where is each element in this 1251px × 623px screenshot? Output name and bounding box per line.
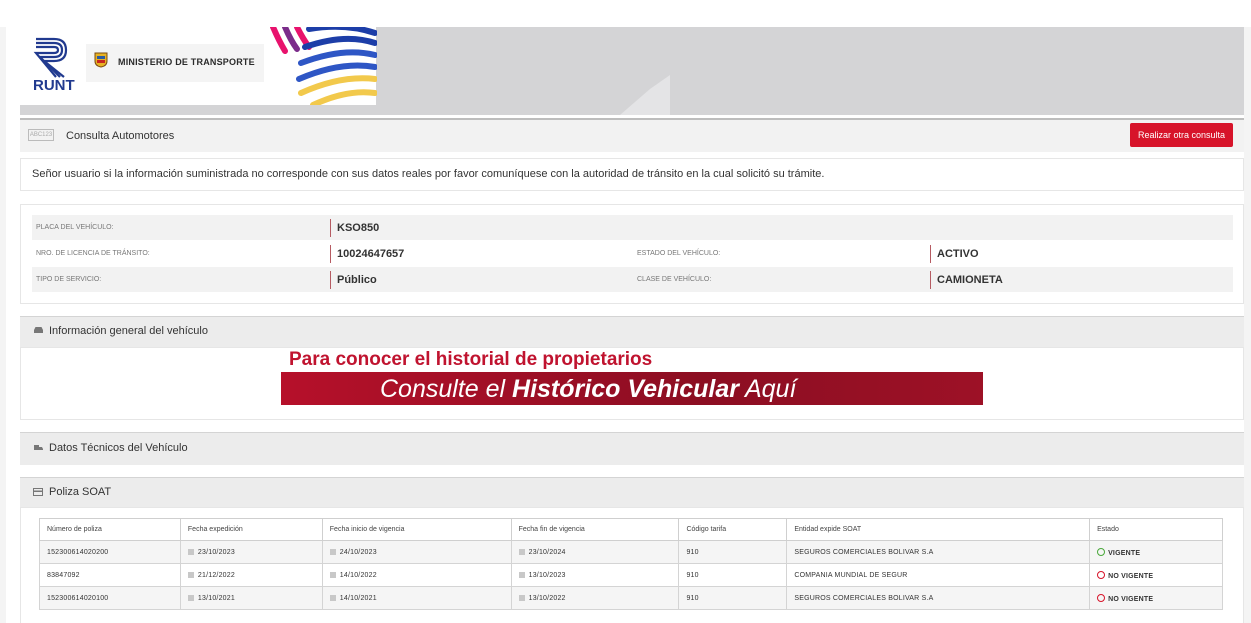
historial-link-text[interactable]: [380, 375, 796, 404]
consulta-header: [20, 118, 1244, 152]
x-circle-icon: [1097, 594, 1105, 602]
historial-link-bold: Histórico Vehicular: [512, 375, 739, 403]
historial-title: Para conocer el historial de propietarios: [289, 349, 653, 370]
servicio-value: Público: [337, 274, 377, 286]
soat-table: [39, 518, 1223, 610]
col-entidad: Entidad expide SOAT: [787, 519, 1090, 541]
summary-row-servicio: [32, 267, 1233, 292]
licencia-label: NRO. DE LICENCIA DE TRÁNSITO:: [36, 250, 150, 257]
section-info-general-title: Información general del vehículo: [49, 325, 208, 337]
entidad: COMPANIA MUNDIAL DE SEGUR: [787, 564, 1090, 587]
poliza-number: 152300614020100: [40, 587, 181, 610]
consulta-title: Consulta Automotores: [66, 130, 175, 142]
section-soat-title: Poliza SOAT: [49, 486, 112, 498]
historial-link-pre: Consulte el: [380, 375, 513, 403]
poliza-number: 83847092: [40, 564, 181, 587]
table-row: [40, 541, 1223, 564]
codigo-tarifa: 910: [679, 564, 787, 587]
divider: [330, 271, 331, 289]
codigo-tarifa: 910: [679, 587, 787, 610]
notice-text: Señor usuario si la información suministrada no corresponde con sus datos reales por favor comuníquese con la autoridad de tránsito en la cual solicitó su trámite.: [32, 168, 825, 180]
calendar-icon: [188, 549, 194, 555]
placa-label: PLACA DEL VEHÍCULO:: [36, 224, 114, 231]
table-row: [40, 587, 1223, 610]
left-gutter: [0, 27, 6, 623]
x-circle-icon: [1097, 571, 1105, 579]
calendar-icon: [188, 595, 194, 601]
col-expedicion: Fecha expedición: [180, 519, 322, 541]
estado: [1090, 564, 1223, 587]
fecha-fin-value: 13/10/2023: [528, 571, 566, 579]
fecha-fin: [511, 541, 679, 564]
calendar-icon: [519, 549, 525, 555]
divider: [930, 271, 931, 289]
fecha-inicio: [322, 541, 511, 564]
col-numero: Número de poliza: [40, 519, 181, 541]
divider: [330, 219, 331, 237]
section-datos-tecnicos[interactable]: [20, 432, 1244, 465]
entidad: SEGUROS COMERCIALES BOLIVAR S.A: [787, 587, 1090, 610]
fecha-fin: [511, 564, 679, 587]
truck-icon: [33, 443, 44, 452]
table-row: [40, 564, 1223, 587]
section-datos-tecnicos-title: Datos Técnicos del Vehículo: [49, 442, 188, 454]
fecha-inicio: [322, 564, 511, 587]
fecha-expedicion: [180, 541, 322, 564]
divider: [330, 245, 331, 263]
right-gutter: [1244, 27, 1251, 623]
fecha-expedicion-value: 23/10/2023: [197, 548, 235, 556]
col-estado: Estado: [1090, 519, 1223, 541]
banner-decoration: [620, 75, 670, 115]
fecha-fin-value: 13/10/2022: [528, 594, 566, 602]
card-icon: [33, 488, 43, 496]
estado-value: VIGENTE: [1108, 549, 1141, 557]
servicio-label: TIPO DE SERVICIO:: [36, 276, 102, 283]
clase-value: CAMIONETA: [937, 274, 1003, 286]
summary-row-licencia: [32, 241, 1233, 266]
calendar-icon: [330, 595, 336, 601]
calendar-icon: [519, 595, 525, 601]
estado-label: ESTADO DEL VEHÍCULO:: [637, 250, 721, 257]
fecha-inicio-value: 14/10/2022: [339, 571, 377, 579]
fecha-fin-value: 23/10/2024: [528, 548, 566, 556]
estado-value: NO VIGENTE: [1108, 595, 1154, 603]
banner-ribbon-graphic: [265, 27, 377, 105]
license-plate-icon: ABC123: [28, 129, 54, 141]
fecha-expedicion: [180, 587, 322, 610]
fecha-expedicion-value: 21/12/2022: [197, 571, 235, 579]
col-fin: Fecha fin de vigencia: [511, 519, 679, 541]
calendar-icon: [188, 572, 194, 578]
check-circle-icon: [1097, 548, 1105, 556]
placa-value: KSO850: [337, 222, 380, 234]
fecha-inicio-value: 24/10/2023: [339, 548, 377, 556]
col-inicio: Fecha inicio de vigencia: [322, 519, 511, 541]
runt-logo-text: RUNT: [33, 77, 75, 94]
divider: [930, 245, 931, 263]
fecha-expedicion: [180, 564, 322, 587]
estado: [1090, 541, 1223, 564]
entidad: SEGUROS COMERCIALES BOLIVAR S.A: [787, 541, 1090, 564]
estado-value: NO VIGENTE: [1108, 572, 1154, 580]
colombia-shield-icon: [94, 52, 108, 68]
car-icon: [33, 326, 44, 334]
col-tarifa: Código tarifa: [679, 519, 787, 541]
fecha-fin: [511, 587, 679, 610]
summary-row-placa: [32, 215, 1233, 240]
new-query-button[interactable]: Realizar otra consulta: [1130, 123, 1233, 147]
fecha-inicio-value: 14/10/2021: [339, 594, 377, 602]
estado: [1090, 587, 1223, 610]
clase-label: CLASE DE VEHÍCULO:: [637, 276, 712, 283]
fecha-expedicion-value: 13/10/2021: [197, 594, 235, 602]
calendar-icon: [519, 572, 525, 578]
estado-value: ACTIVO: [937, 248, 979, 260]
calendar-icon: [330, 549, 336, 555]
fecha-inicio: [322, 587, 511, 610]
historial-link-post: Aquí: [738, 375, 797, 403]
ministry-label: MINISTERIO DE TRANSPORTE: [118, 57, 255, 67]
codigo-tarifa: 910: [679, 541, 787, 564]
soat-header-row: [40, 519, 1223, 541]
section-soat[interactable]: [20, 477, 1244, 507]
poliza-number: 152300614020200: [40, 541, 181, 564]
calendar-icon: [330, 572, 336, 578]
licencia-value: 10024647657: [337, 248, 405, 260]
